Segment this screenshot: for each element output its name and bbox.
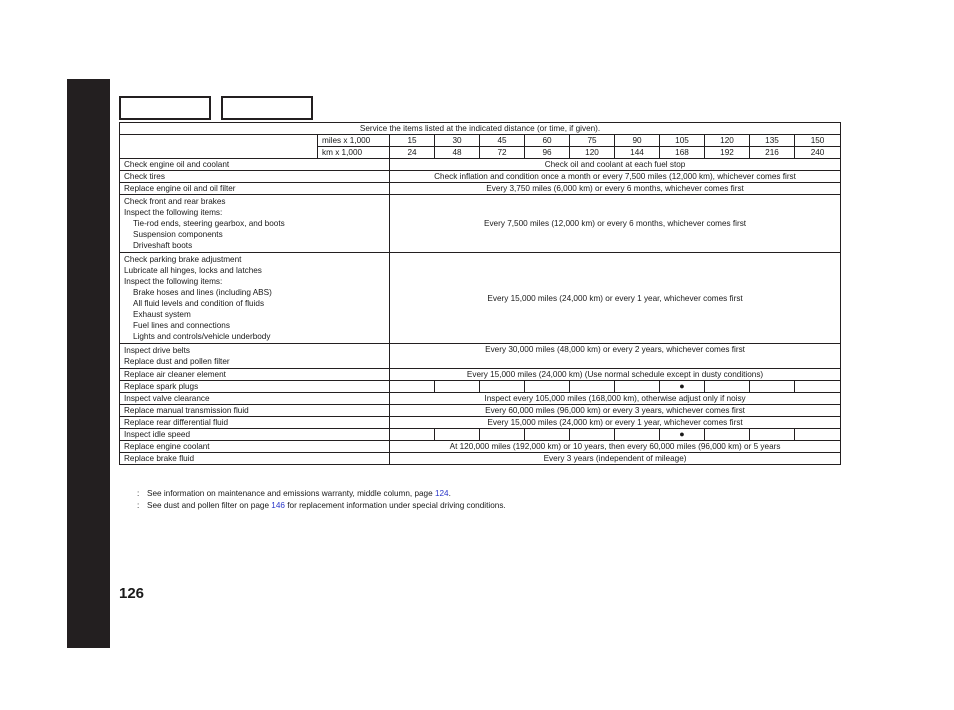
service-item: Replace manual transmission fluid — [120, 405, 390, 417]
service-item: Check parking brake adjustment — [124, 255, 242, 264]
service-interval: Check oil and coolant at each fuel stop — [390, 159, 841, 171]
schedule-row — [120, 159, 841, 171]
service-dot-icon: ● — [660, 429, 705, 441]
service-item: Replace spark plugs — [120, 381, 390, 393]
service-subitem: Tie-rod ends, steering gearbox, and boots — [133, 219, 285, 228]
schedule-cell — [435, 381, 480, 393]
header-box-left — [119, 96, 211, 120]
schedule-cell — [615, 429, 660, 441]
miles-value: 120 — [705, 135, 750, 147]
footnote-text: See dust and pollen filter on page — [147, 501, 269, 510]
service-item: Inspect drive belts — [124, 346, 190, 355]
miles-value: 45 — [480, 135, 525, 147]
km-value: 216 — [750, 147, 795, 159]
footnote-marker: : — [137, 489, 140, 498]
service-subitem: All fluid levels and condition of fluids — [133, 299, 265, 308]
km-value: 96 — [525, 147, 570, 159]
service-interval: Inspect every 105,000 miles (168,000 km), otherwise adjust only if noisy — [390, 393, 841, 405]
service-interval: Every 30,000 miles (48,000 km) or every 2 years, whichever comes first — [390, 344, 841, 369]
service-interval: Every 7,500 miles (12,000 km) or every 6 months, whichever comes first — [390, 195, 841, 253]
schedule-row — [120, 253, 841, 344]
miles-row — [120, 135, 841, 147]
service-item: Replace engine coolant — [120, 441, 390, 453]
service-subitem: Driveshaft boots — [133, 241, 193, 250]
schedule-cell — [795, 429, 841, 441]
footnote-text: See information on maintenance and emissions warranty, middle column, page — [147, 489, 433, 498]
schedule-cell — [570, 381, 615, 393]
schedule-cell — [525, 429, 570, 441]
intro-text: Service the items listed at the indicated distance (or time, if given). — [120, 123, 841, 135]
service-item-group — [120, 344, 390, 369]
service-dot-icon: ● — [660, 381, 705, 393]
service-interval: Every 15,000 miles (24,000 km) or every 1 year, whichever comes first — [390, 417, 841, 429]
service-interval: Every 3,750 miles (6,000 km) or every 6 months, whichever comes first — [390, 183, 841, 195]
service-item: Replace engine oil and oil filter — [120, 183, 390, 195]
schedule-cell — [480, 429, 525, 441]
service-subitem: Lights and controls/vehicle underbody — [133, 332, 271, 341]
service-subitem: Fuel lines and connections — [133, 321, 230, 330]
km-value: 24 — [390, 147, 435, 159]
schedule-cell — [750, 429, 795, 441]
footnote — [137, 500, 506, 512]
service-item: Replace brake fluid — [120, 453, 390, 465]
schedule-cell — [435, 429, 480, 441]
schedule-row — [120, 405, 841, 417]
schedule-row — [120, 417, 841, 429]
miles-value: 30 — [435, 135, 480, 147]
service-item: Inspect idle speed — [120, 429, 390, 441]
schedule-cell — [570, 429, 615, 441]
schedule-row — [120, 381, 841, 393]
service-item: Check front and rear brakes — [124, 197, 226, 206]
schedule-cell — [390, 429, 435, 441]
service-interval: At 120,000 miles (192,000 km) or 10 years, then every 60,000 miles (96,000 km) or 5 years — [390, 441, 841, 453]
schedule-row — [120, 171, 841, 183]
miles-value: 15 — [390, 135, 435, 147]
km-value: 192 — [705, 147, 750, 159]
km-unit-label: km x 1,000 — [318, 147, 390, 159]
schedule-row — [120, 183, 841, 195]
page-number: 126 — [119, 585, 145, 602]
footnote-marker: : — [137, 501, 140, 510]
service-interval: Check inflation and condition once a month or every 7,500 miles (12,000 km), whichever comes first — [390, 171, 841, 183]
maintenance-schedule-table — [119, 122, 841, 465]
service-item: Inspect valve clearance — [120, 393, 390, 405]
miles-unit-label: miles x 1,000 — [318, 135, 390, 147]
km-value: 120 — [570, 147, 615, 159]
service-item: Replace dust and pollen filter — [124, 357, 230, 366]
service-item-group — [120, 253, 390, 344]
schedule-row — [120, 393, 841, 405]
schedule-row — [120, 195, 841, 253]
service-interval: Every 15,000 miles (24,000 km) (Use normal schedule except in dusty conditions) — [390, 369, 841, 381]
service-subitem: Brake hoses and lines (including ABS) — [133, 288, 272, 297]
schedule-row — [120, 369, 841, 381]
km-value: 48 — [435, 147, 480, 159]
section-side-bar — [67, 79, 110, 648]
schedule-cell — [795, 381, 841, 393]
page-link[interactable]: 124 — [434, 489, 449, 498]
schedule-row — [120, 429, 841, 441]
service-item: Check tires — [120, 171, 390, 183]
km-row — [120, 147, 841, 159]
footnote-suffix: for replacement information under special driving conditions. — [287, 501, 506, 510]
schedule-cell — [615, 381, 660, 393]
service-item: Inspect the following items: — [124, 277, 223, 286]
miles-value: 150 — [795, 135, 841, 147]
footnotes — [137, 488, 506, 512]
service-item: Replace rear differential fluid — [120, 417, 390, 429]
blank-cell — [120, 147, 318, 159]
service-item: Replace air cleaner element — [120, 369, 390, 381]
miles-value: 105 — [660, 135, 705, 147]
km-value: 168 — [660, 147, 705, 159]
schedule-cell — [480, 381, 525, 393]
km-value: 72 — [480, 147, 525, 159]
miles-value: 90 — [615, 135, 660, 147]
schedule-cell — [525, 381, 570, 393]
page-link[interactable]: 146 — [271, 501, 285, 510]
schedule-cell — [390, 381, 435, 393]
service-item-group — [120, 195, 390, 253]
miles-value: 135 — [750, 135, 795, 147]
service-interval: Every 3 years (independent of mileage) — [390, 453, 841, 465]
header-box-right — [221, 96, 313, 120]
schedule-cell — [750, 381, 795, 393]
service-interval: Every 15,000 miles (24,000 km) or every 1 year, whichever comes first — [390, 253, 841, 344]
footnote — [137, 488, 506, 500]
miles-value: 75 — [570, 135, 615, 147]
service-item: Inspect the following items: — [124, 208, 223, 217]
service-item: Lubricate all hinges, locks and latches — [124, 266, 262, 275]
schedule-row — [120, 441, 841, 453]
intro-row — [120, 123, 841, 135]
miles-value: 60 — [525, 135, 570, 147]
schedule-cell — [705, 429, 750, 441]
blank-cell — [120, 135, 318, 147]
schedule-cell — [705, 381, 750, 393]
schedule-row — [120, 344, 841, 369]
footnote-suffix: . — [448, 489, 451, 498]
km-value: 240 — [795, 147, 841, 159]
service-subitem: Exhaust system — [133, 310, 191, 319]
schedule-row — [120, 453, 841, 465]
km-value: 144 — [615, 147, 660, 159]
service-interval: Every 60,000 miles (96,000 km) or every 3 years, whichever comes first — [390, 405, 841, 417]
service-subitem: Suspension components — [133, 230, 223, 239]
service-item: Check engine oil and coolant — [120, 159, 390, 171]
